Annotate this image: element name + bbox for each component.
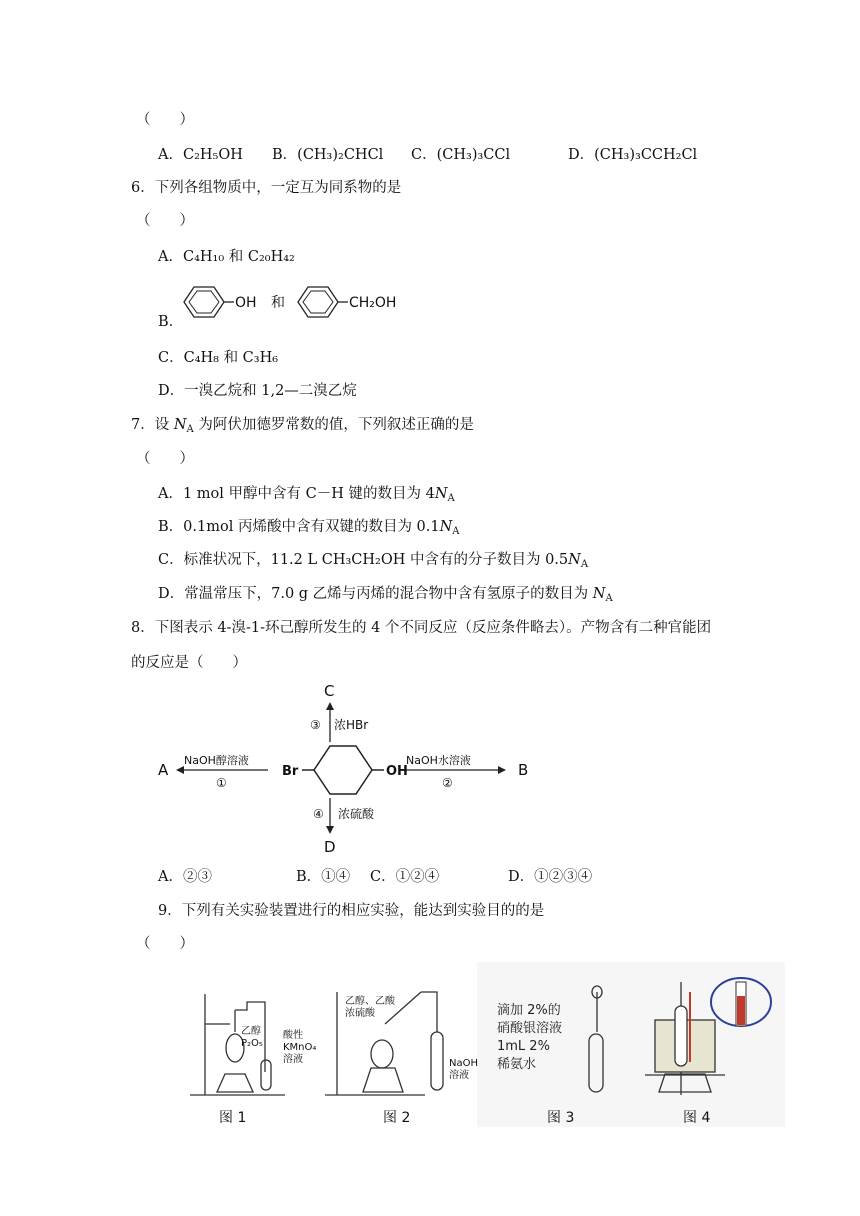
q5-option-c: C．(CH₃)₃CCl [411,147,511,163]
figure-1-apparatus [190,994,285,1095]
product-c: C [324,682,335,700]
fig2-solution-2: 溶液 [449,1070,469,1081]
bottom-num: ④ [313,807,324,821]
fig1-solution-3: 溶液 [283,1054,303,1065]
fig1-reagent: 乙醇 [241,1026,261,1037]
cyclohexane-ring [314,746,372,794]
q8-stem-line2: 的反应是（ ） [131,655,247,671]
ring-br-label: Br [282,764,299,779]
q6-answer-paren: （ ） [136,213,194,229]
right-num: ② [442,776,453,790]
q9-answer-paren: （ ） [136,936,194,952]
q8-option-d: D．①②③④ [508,869,593,885]
left-num: ① [216,776,227,790]
q7-option-a: A．1 mol 甲醇中含有 C－H 键的数目为 $4N_A$ [158,486,455,504]
q6-option-d: D．一溴乙烷和 1,2—二溴乙烷 [158,383,357,399]
top-reagent: 浓HBr [334,718,369,732]
q7-option-c: C．标准状况下，11.2 L CH₃CH₂OH 中含有的分子数目为 $0.5N_A$ [158,552,589,570]
q5-option-b: B．(CH₃)₂CHCl [272,147,384,163]
q6-option-b-label: B． [158,314,184,330]
benzyl-alcohol-structure [298,287,348,317]
fig3-text-1: 滴加 2%的 [497,1003,561,1018]
q8-reaction-diagram [150,676,550,856]
q7-stem: 7．设 $N_A$ 为阿伏加德罗常数的值，下列叙述正确的是 [131,417,474,435]
q7-option-b: B．0.1mol 丙烯酸中含有双键的数目为 $0.1N_A$ [158,519,460,537]
fig1-caption: 图 1 [219,1110,247,1126]
ring-oh-label: OH [386,764,408,779]
fig3-text-3: 1mL 2% [497,1039,550,1054]
right-reagent: NaOH水溶液 [406,754,471,767]
fig2-caption: 图 2 [383,1110,411,1126]
figure-2-apparatus [325,992,443,1095]
q5-option-d: D．(CH₃)₃CCH₂Cl [568,147,698,163]
q7-option-d: D．常温常压下，7.0 g 乙烯与丙烯的混合物中含有氢原子的数目为 $N_A$ [158,586,613,604]
fig2-reagent-2: 浓硫酸 [345,1008,375,1019]
q8-option-b: B．①④ [296,869,351,885]
q7-answer-paren: （ ） [136,451,194,467]
fig1-reagent2: P₂O₅ [241,1038,263,1049]
q5-answer-paren: （ ） [136,112,194,128]
fig3-text-4: 稀氨水 [497,1057,537,1072]
product-a: A [158,761,169,779]
q6-option-a: A．C₄H₁₀ 和 C₂₀H₄₂ [158,249,295,265]
q8-option-a: A．②③ [158,869,212,885]
fig2-solution-1: NaOH [449,1058,478,1069]
q8-option-c: C．①②④ [370,869,440,885]
phenol-structure [184,287,234,317]
left-reagent: NaOH醇溶液 [184,754,249,767]
phenol-oh-label: OH [235,295,257,311]
product-d: D [324,838,336,856]
q6-option-c: C．C₄H₈ 和 C₃H₆ [158,350,279,366]
q9-stem: 9．下列有关实验装置进行的相应实验，能达到实验目的的是 [158,903,545,919]
fig2-reagent-1: 乙醇、乙酸 [345,996,395,1007]
fig1-solution-1: 酸性 [283,1030,303,1041]
q9-apparatus-figures [185,962,785,1132]
top-num: ③ [310,718,321,732]
fig1-solution-2: KMnO₄ [283,1042,317,1053]
q5-option-a: A．C₂H₅OH [158,147,243,163]
benzyl-ch2oh-label: CH₂OH [349,295,397,311]
fig3-caption: 图 3 [547,1110,575,1126]
q6-stem: 6．下列各组物质中，一定互为同系物的是 [131,180,402,196]
bottom-reagent: 浓硫酸 [338,807,375,821]
q8-stem-line1: 8．下图表示 4-溴-1-环己醇所发生的 4 个不同反应（反应条件略去）。产物含有二种官能团 [131,620,712,636]
fig4-caption: 图 4 [683,1110,711,1126]
q6-b-join: 和 [271,295,285,311]
fig3-text-2: 硝酸银溶液 [497,1021,563,1036]
q6-option-b-structures [176,282,416,322]
product-b: B [518,761,529,779]
